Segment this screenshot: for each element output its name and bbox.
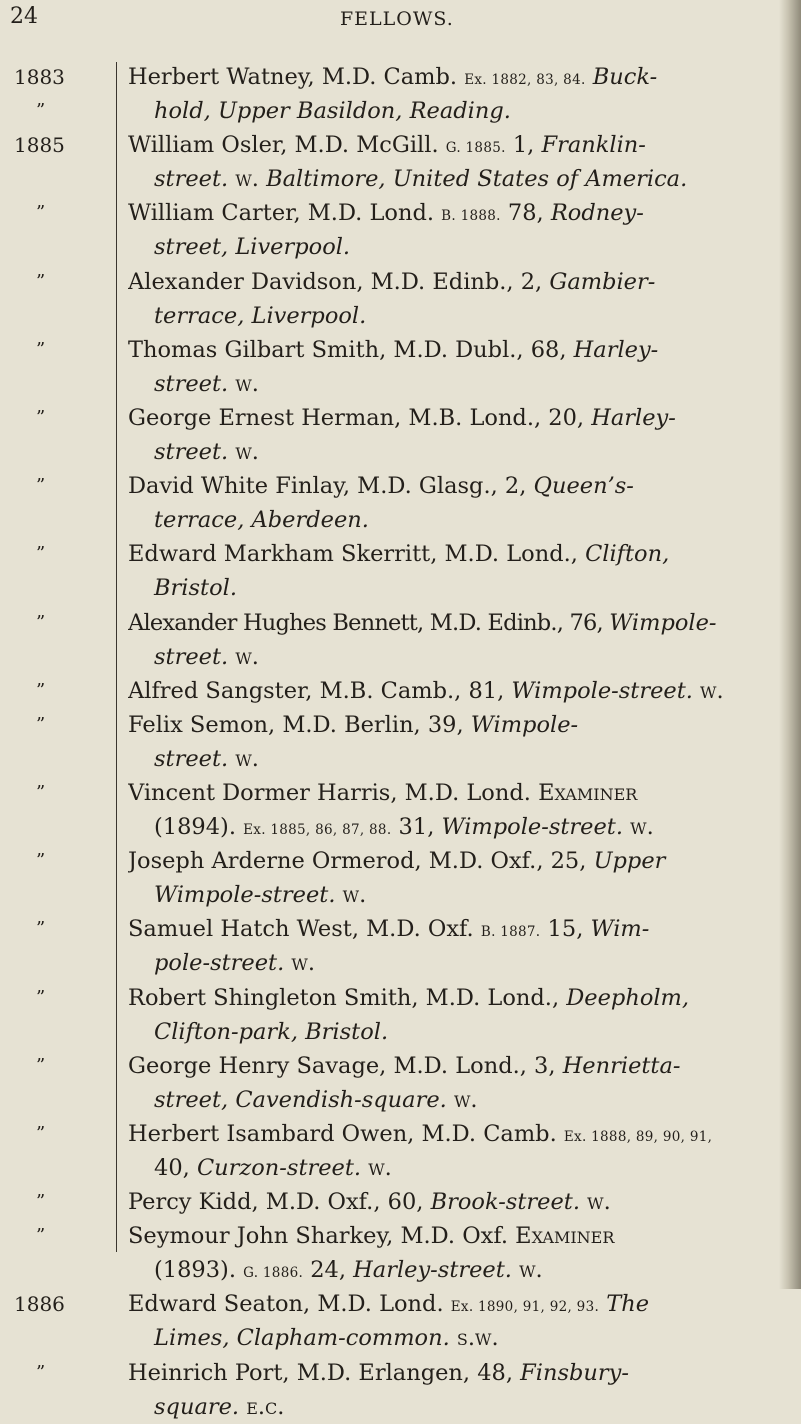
text-run: 78, <box>500 200 551 227</box>
year-spacer <box>14 162 114 196</box>
entry-line <box>128 1185 778 1219</box>
year-spacer <box>14 1083 114 1117</box>
entry-line <box>128 776 778 810</box>
examiner-note: Examiner <box>538 779 638 806</box>
address-text: Limes, Clapham-common. <box>154 1325 450 1352</box>
year-ditto: ” <box>36 918 46 940</box>
address-text: Upper <box>593 848 666 875</box>
address-text: Harley- <box>573 336 659 363</box>
entry-line <box>128 1049 778 1083</box>
address-text: street. <box>154 643 229 670</box>
district-text: w. <box>228 370 259 397</box>
entry-line <box>128 810 778 844</box>
address-text: Deepholm, <box>566 984 690 1011</box>
text-run: Edward Markham Skerritt, M.D. Lond., <box>128 541 586 568</box>
year-ditto: ” <box>36 611 46 633</box>
address-text: Clifton-park, Bristol. <box>154 1018 389 1045</box>
address-text: Henrietta- <box>562 1052 681 1079</box>
district-text: w. <box>228 643 259 670</box>
year-spacer <box>14 946 114 980</box>
text-run: Vincent Dormer Harris, M.D. Lond. <box>128 779 539 806</box>
address-text: street, Liverpool. <box>154 234 351 261</box>
address-text: hold, Upper Basildon, Reading. <box>154 98 511 125</box>
text-run: Seymour John Sharkey, M.D. Oxf. <box>128 1223 516 1250</box>
year-spacer <box>14 230 114 264</box>
year-ditto: ” <box>36 1225 46 1247</box>
text-run: William Osler, M.D. McGill. <box>128 132 446 159</box>
column-rule <box>116 62 117 1252</box>
entry-line <box>128 606 778 640</box>
entry-line <box>128 94 778 128</box>
year-spacer <box>14 367 114 401</box>
entry-line <box>128 537 778 571</box>
entry-line <box>128 674 778 708</box>
entry-line <box>128 1151 778 1185</box>
exam-note: G. 1886. <box>243 1265 304 1282</box>
examiner-note: Examiner <box>515 1223 615 1250</box>
year-spacer <box>14 742 114 776</box>
running-title: FELLOWS. <box>340 8 454 30</box>
text-run: Alexander Hughes Bennett, M.D. Edinb., 76, <box>128 609 610 636</box>
entry-line <box>128 1117 778 1151</box>
text-run: Joseph Arderne Ormerod, M.D. Oxf., 25, <box>128 848 594 875</box>
text-run: 40, <box>154 1155 197 1181</box>
exam-note: B. 1888. <box>441 208 501 225</box>
page-edge-shadow <box>779 0 801 1289</box>
text-run: David White Finlay, M.D. Glasg., 2, <box>128 473 534 500</box>
district-text: w. <box>579 1189 611 1216</box>
address-text: Wimpole-street. <box>511 677 693 704</box>
text-run: Edward Seaton, M.D. Lond. <box>128 1291 451 1318</box>
entry-line <box>128 299 778 333</box>
year-ditto: ” <box>36 475 46 497</box>
text-run: William Carter, M.D. Lond. <box>128 200 442 227</box>
year-ditto: ” <box>36 679 46 701</box>
entry-line <box>128 1083 778 1117</box>
entry-line <box>128 60 778 94</box>
address-text: street. <box>154 166 229 193</box>
year-ditto: ” <box>36 850 46 872</box>
year-ditto: ” <box>36 1122 46 1144</box>
year-ditto: ” <box>36 338 46 360</box>
address-text: street. <box>154 370 229 397</box>
address-text: Queen’s- <box>533 473 634 500</box>
entry-line <box>128 1390 778 1424</box>
year-spacer <box>14 878 114 912</box>
entry-line <box>128 946 778 980</box>
entry-line <box>128 1015 778 1049</box>
address-text: Baltimore, United States of America. <box>266 166 688 193</box>
address-text: Franklin- <box>541 132 646 159</box>
entry-line <box>128 162 778 196</box>
address-text: Wimpole-street. <box>441 814 623 841</box>
address-text: Buck- <box>592 64 658 90</box>
page-number: 24 <box>10 4 38 29</box>
text-run: Heinrich Port, M.D. Erlangen, 48, <box>128 1359 521 1386</box>
address-text: terrace, Liverpool. <box>154 302 367 329</box>
district-text: w. <box>623 814 654 841</box>
district-text: w. <box>284 950 315 977</box>
text-run: Robert Shingleton Smith, M.D. Lond., <box>128 984 567 1011</box>
address-text: Wim- <box>590 916 650 943</box>
entry-line <box>128 1287 778 1321</box>
address-text: square. <box>154 1393 240 1420</box>
entry-line <box>128 401 778 435</box>
text-run <box>599 1291 606 1317</box>
district-text: w. <box>692 677 724 704</box>
text-run: George Ernest Herman, M.B. Lond., 20, <box>128 404 592 431</box>
address-text: Harley-street. <box>353 1257 512 1284</box>
year-label: 1883 <box>14 65 65 89</box>
exam-note: Ex. 1882, 83, 84. <box>464 72 586 88</box>
text-run: 31, <box>391 814 442 841</box>
entry-line <box>128 333 778 367</box>
address-text: street. <box>154 439 229 466</box>
text-run: Herbert Isambard Owen, M.D. Camb. <box>128 1120 564 1147</box>
entry-line <box>128 640 778 674</box>
entry-line <box>128 469 778 503</box>
year-spacer <box>14 1253 114 1287</box>
entry-line <box>128 1219 778 1253</box>
district-text: w. <box>228 745 259 772</box>
address-text: Wimpole-street. <box>154 882 336 909</box>
address-text: street. <box>154 745 229 772</box>
text-run: Alexander Davidson, M.D. Edinb., 2, <box>128 268 550 295</box>
entry-line <box>128 844 778 878</box>
entry-line <box>128 196 778 230</box>
entry-line <box>128 230 778 264</box>
year-spacer <box>14 640 114 674</box>
district-text: s.w. <box>449 1325 499 1352</box>
address-text: pole-street. <box>154 950 285 977</box>
address-text: Curzon-street. <box>196 1155 362 1181</box>
year-ditto: ” <box>36 100 46 122</box>
year-spacer <box>14 299 114 333</box>
entry-line <box>128 435 778 469</box>
exam-note: G. 1885. <box>445 140 506 157</box>
text-run: 15, <box>540 916 591 943</box>
year-ditto: ” <box>36 406 46 428</box>
entry-line <box>128 1253 778 1287</box>
address-text: Clifton, <box>585 541 670 568</box>
text-run: Percy Kidd, M.D. Oxf., 60, <box>128 1189 431 1216</box>
text-run: Samuel Hatch West, M.D. Oxf. <box>128 916 481 943</box>
text-run: Felix Semon, M.D. Berlin, 39, <box>128 711 471 738</box>
year-ditto: ” <box>36 1361 46 1383</box>
year-spacer <box>14 810 114 844</box>
entry-line <box>128 1321 778 1355</box>
year-label: 1886 <box>14 1292 65 1317</box>
year-spacer <box>14 1321 114 1355</box>
year-ditto: ” <box>36 781 46 803</box>
text-run: (1894). <box>154 814 244 841</box>
year-ditto: ” <box>36 543 46 565</box>
district-text: w. <box>335 882 367 909</box>
entry-line <box>128 742 778 776</box>
exam-note: B. 1887. <box>480 924 541 941</box>
year-ditto: ” <box>36 202 46 224</box>
district-text: e.c. <box>239 1393 285 1420</box>
exam-note: Ex. 1890, 91, 92, 93. <box>450 1299 600 1316</box>
year-column <box>14 60 114 1390</box>
text-run: Herbert Watney, M.D. Camb. <box>128 64 465 90</box>
exam-note: Ex. 1885, 86, 87, 88. <box>243 822 392 839</box>
entry-line <box>128 571 778 605</box>
address-text: Gambier- <box>549 268 656 295</box>
year-ditto: ” <box>36 986 46 1008</box>
address-text: Rodney- <box>550 200 644 227</box>
district-text: w. <box>361 1155 392 1181</box>
exam-note: Ex. 1888, 89, 90, 91, <box>563 1128 713 1145</box>
entry-line <box>128 981 778 1015</box>
entry-line <box>128 503 778 537</box>
year-ditto: ” <box>36 270 46 292</box>
text-run <box>586 64 593 90</box>
address-text: Wimpole- <box>609 609 717 636</box>
entry-line <box>128 1356 778 1390</box>
district-text: w. <box>228 166 267 193</box>
entry-line <box>128 878 778 912</box>
text-run: 1, <box>505 132 542 159</box>
entry-line <box>128 367 778 401</box>
address-text: terrace, Aberdeen. <box>154 507 369 534</box>
year-spacer <box>14 571 114 605</box>
text-run: Alfred Sangster, M.B. Camb., 81, <box>128 677 512 704</box>
address-text: Bristol. <box>154 575 237 602</box>
year-spacer <box>14 503 114 537</box>
text-run: (1893). <box>154 1257 244 1284</box>
district-text: w. <box>228 439 259 466</box>
year-spacer <box>14 1151 114 1185</box>
entry-line <box>128 708 778 742</box>
year-spacer <box>14 435 114 469</box>
district-text: w. <box>446 1086 478 1113</box>
address-text: Finsbury- <box>520 1359 629 1386</box>
address-text: The <box>606 1291 650 1318</box>
address-text: street, Cavendish-square. <box>154 1086 447 1113</box>
address-text: Wimpole- <box>470 711 579 738</box>
text-run: 24, <box>303 1257 354 1284</box>
year-spacer <box>14 1015 114 1049</box>
fellows-list <box>128 60 778 1424</box>
text-run: Thomas Gilbart Smith, M.D. Dubl., 68, <box>128 336 574 363</box>
year-ditto: ” <box>36 1191 46 1213</box>
year-ditto: ” <box>36 713 46 735</box>
entry-line <box>128 265 778 299</box>
entry-line <box>128 128 778 162</box>
text-run: George Henry Savage, M.D. Lond., 3, <box>128 1052 563 1079</box>
address-text: Brook-street. <box>430 1189 580 1216</box>
address-text: Harley- <box>591 404 676 431</box>
year-ditto: ” <box>36 1054 46 1076</box>
district-text: w. <box>511 1257 543 1284</box>
year-label: 1885 <box>14 133 65 158</box>
entry-line <box>128 912 778 946</box>
